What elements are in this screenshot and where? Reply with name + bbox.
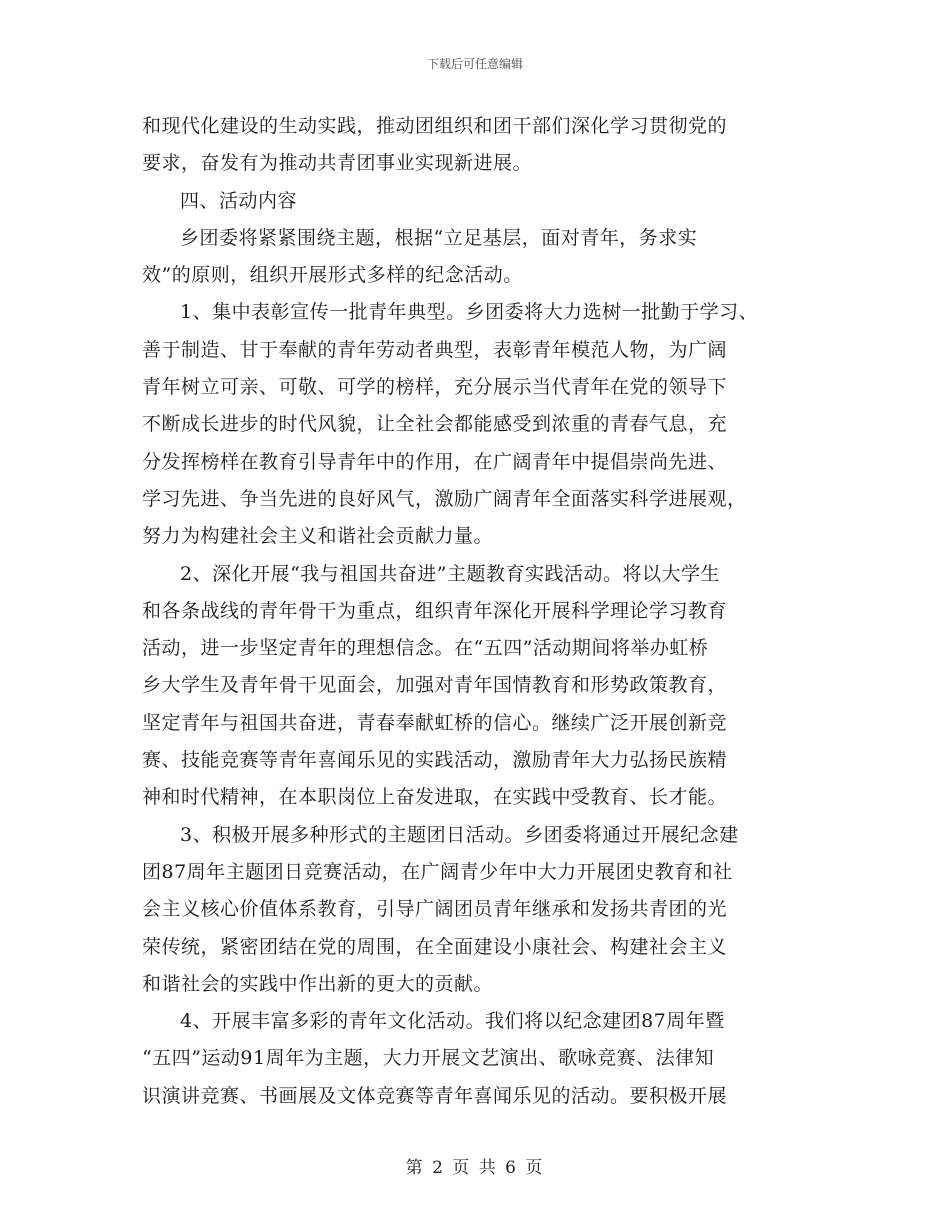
text-line: 2、深化开展“我与祖国共奋进”主题教育实践活动。将以大学生 <box>180 562 721 585</box>
text-line: 和各条战线的青年骨干为重点，组织青年深化开展科学理论学习教育 <box>142 599 728 622</box>
page-number: 第 2 页 共 6 页 <box>405 1158 545 1178</box>
text-line: 不断成长进步的时代风貌，让全社会都能感受到浓重的青春气息，充 <box>142 413 728 436</box>
text-line: 和谐社会的实践中作出新的更大的贡献。 <box>142 972 494 995</box>
text-line: 效”的原则，组织开展形式多样的纪念活动。 <box>142 264 523 287</box>
text-line: 团87周年主题团日竞赛活动，在广阔青少年中大力开展团史教育和社 <box>142 860 733 883</box>
text-line: 乡团委将紧紧围绕主题，根据“立足基层，面对青年，务求实 <box>180 226 698 249</box>
text-line: 善于制造、甘于奉献的青年劳动者典型，表彰青年模范人物，为广阔 <box>142 338 728 361</box>
text-line: 1、集中表彰宣传一批青年典型。乡团委将大力选树一批勤于学习、 <box>180 301 759 324</box>
text-line: 3、积极开展多种形式的主题团日活动。乡团委将通过开展纪念建 <box>180 823 739 846</box>
text-line: 和现代化建设的生动实践，推动团组织和团干部们深化学习贯彻党的 <box>142 115 728 137</box>
text-line: 乡大学生及青年骨干见面会，加强对青年国情教育和形势政策教育， <box>142 674 728 697</box>
text-line: 会主义核心价值体系教育，引导广阔团员青年继承和发扬共青团的光 <box>142 898 728 921</box>
text-line: 要求，奋发有为推动共青团事业实现新进展。 <box>142 152 533 175</box>
text-line: 赛、技能竞赛等青年喜闻乐见的实践活动，激励青年大力弘扬民族精 <box>142 749 728 772</box>
text-line: 荣传统，紧密团结在党的周围，在全面建设小康社会、构建社会主义 <box>142 935 728 958</box>
text-line: 分发挥榜样在教育引导青年中的作用，在广阔青年中提倡崇尚先进、 <box>142 450 728 473</box>
text-line: 4、开展丰富多彩的青年文化活动。我们将以纪念建团87周年暨 <box>180 1010 725 1033</box>
text-line: 学习先进、争当先进的良好风气，激励广阔青年全面落实科学进展观， <box>142 487 747 510</box>
text-line: 活动，进一步坚定青年的理想信念。在“五四”活动期间将举办虹桥 <box>142 637 709 660</box>
text-line: 坚定青年与祖国共奋进，青春奉献虹桥的信心。继续广泛开展创新竞 <box>142 711 728 734</box>
text-line: 神和时代精神，在本职岗位上奋发进取，在实践中受教育、长才能。 <box>142 786 728 809</box>
section-heading: 四、活动内容 <box>180 189 298 212</box>
document-body <box>142 108 822 1115</box>
text-line: “五四”运动91周年为主题，大力开展文艺演出、歌咏竞赛、法律知 <box>142 1047 715 1070</box>
page-header-note: 下载后可任意编辑 <box>426 57 523 71</box>
text-line: 识演讲竞赛、书画展及文体竞赛等青年喜闻乐见的活动。要积极开展 <box>142 1084 728 1107</box>
text-line: 青年树立可亲、可敬、可学的榜样，充分展示当代青年在党的领导下 <box>142 376 728 399</box>
text-line: 努力为构建社会主义和谐社会贡献力量。 <box>142 525 494 548</box>
